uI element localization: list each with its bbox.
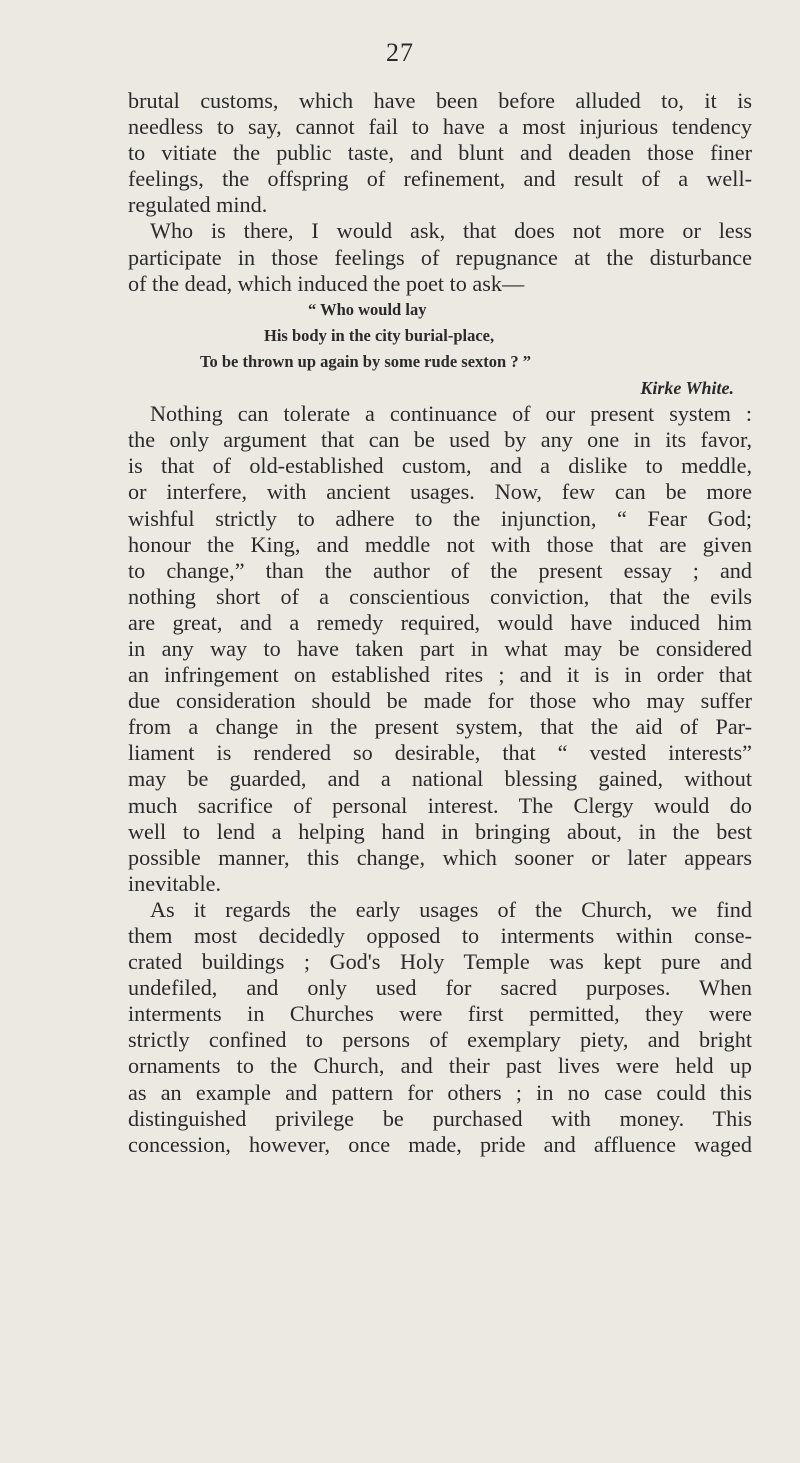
text-line: the only argument that can be used by any one in its favor, bbox=[128, 427, 752, 453]
verse-quotation bbox=[128, 297, 752, 401]
text-line: to change,” than the author of the present essay ; and bbox=[128, 557, 752, 583]
text-line: as an example and pattern for others ; in no case could this bbox=[128, 1079, 752, 1105]
page-number: 27 bbox=[386, 38, 414, 67]
text-line: needless to say, cannot fail to have a most injurious tendency bbox=[128, 114, 752, 140]
page-body bbox=[128, 88, 752, 1158]
text-line: crated buildings ; God's Holy Temple was kept pure and bbox=[128, 949, 752, 975]
verse-attribution: Kirke White. bbox=[640, 378, 734, 399]
text-line: strictly confined to persons of exemplary piety, and bright bbox=[128, 1027, 752, 1053]
verse-line: His body in the city burial-place, bbox=[264, 325, 495, 345]
text-line: wishful strictly to adhere to the injunction, “ Fear God; bbox=[128, 505, 752, 531]
text-line: possible manner, this change, which sooner or later appears bbox=[128, 844, 752, 870]
paragraph-3 bbox=[128, 401, 752, 897]
text-line: is that of old-established custom, and a dislike to meddle, bbox=[128, 453, 752, 479]
verse-line: To be thrown up again by some rude sexton ? ” bbox=[200, 351, 531, 371]
text-line: Who is there, I would ask, that does not more or less bbox=[150, 218, 752, 244]
text-line: distinguished privilege be purchased with money. This bbox=[128, 1105, 752, 1131]
text-line: from a change in the present system, that the aid of Par- bbox=[128, 714, 752, 740]
text-line: liament is rendered so desirable, that “ vested interests” bbox=[128, 740, 752, 766]
text-line: Nothing can tolerate a continuance of our present system : bbox=[150, 401, 752, 427]
text-line: nothing short of a conscientious conviction, that the evils bbox=[128, 583, 752, 609]
text-line: honour the King, and meddle not with those that are given bbox=[128, 531, 752, 557]
text-line: much sacrifice of personal interest. The Clergy would do bbox=[128, 792, 752, 818]
text-line: an infringement on established rites ; and it is in order that bbox=[128, 662, 752, 688]
text-line: participate in those feelings of repugnance at the disturbance bbox=[128, 244, 752, 270]
text-line: undefiled, and only used for sacred purposes. When bbox=[128, 975, 752, 1001]
text-line: regulated mind. bbox=[128, 192, 268, 218]
text-line: well to lend a helping hand in bringing about, in the best bbox=[128, 818, 752, 844]
text-line: due consideration should be made for those who may suffer bbox=[128, 688, 752, 714]
text-line: are great, and a remedy required, would have induced him bbox=[128, 609, 752, 635]
verse-line: “ Who would lay bbox=[308, 299, 427, 319]
text-line: feelings, the offspring of refinement, and result of a well- bbox=[128, 166, 752, 192]
text-line: inevitable. bbox=[128, 870, 222, 896]
text-line: of the dead, which induced the poet to ask— bbox=[128, 270, 525, 296]
text-line: them most decidedly opposed to interments within conse- bbox=[128, 923, 752, 948]
text-line: may be guarded, and a national blessing gained, without bbox=[128, 766, 752, 792]
text-line: interments in Churches were first permitted, they were bbox=[128, 1001, 752, 1027]
text-line: As it regards the early usages of the Church, we find bbox=[150, 896, 752, 922]
text-line: concession, however, once made, pride and affluence waged bbox=[128, 1131, 752, 1157]
text-line: ornaments to the Church, and their past lives were held up bbox=[128, 1053, 752, 1079]
text-line: brutal customs, which have been before alluded to, it is bbox=[128, 88, 752, 113]
paragraph-1 bbox=[128, 88, 752, 218]
text-line: to vitiate the public taste, and blunt and deaden those finer bbox=[128, 140, 752, 166]
text-line: or interfere, with ancient usages. Now, few can be more bbox=[128, 479, 752, 505]
paragraph-2 bbox=[128, 218, 752, 296]
text-line: in any way to have taken part in what may be considered bbox=[128, 635, 752, 661]
paragraph-4 bbox=[128, 897, 752, 1158]
